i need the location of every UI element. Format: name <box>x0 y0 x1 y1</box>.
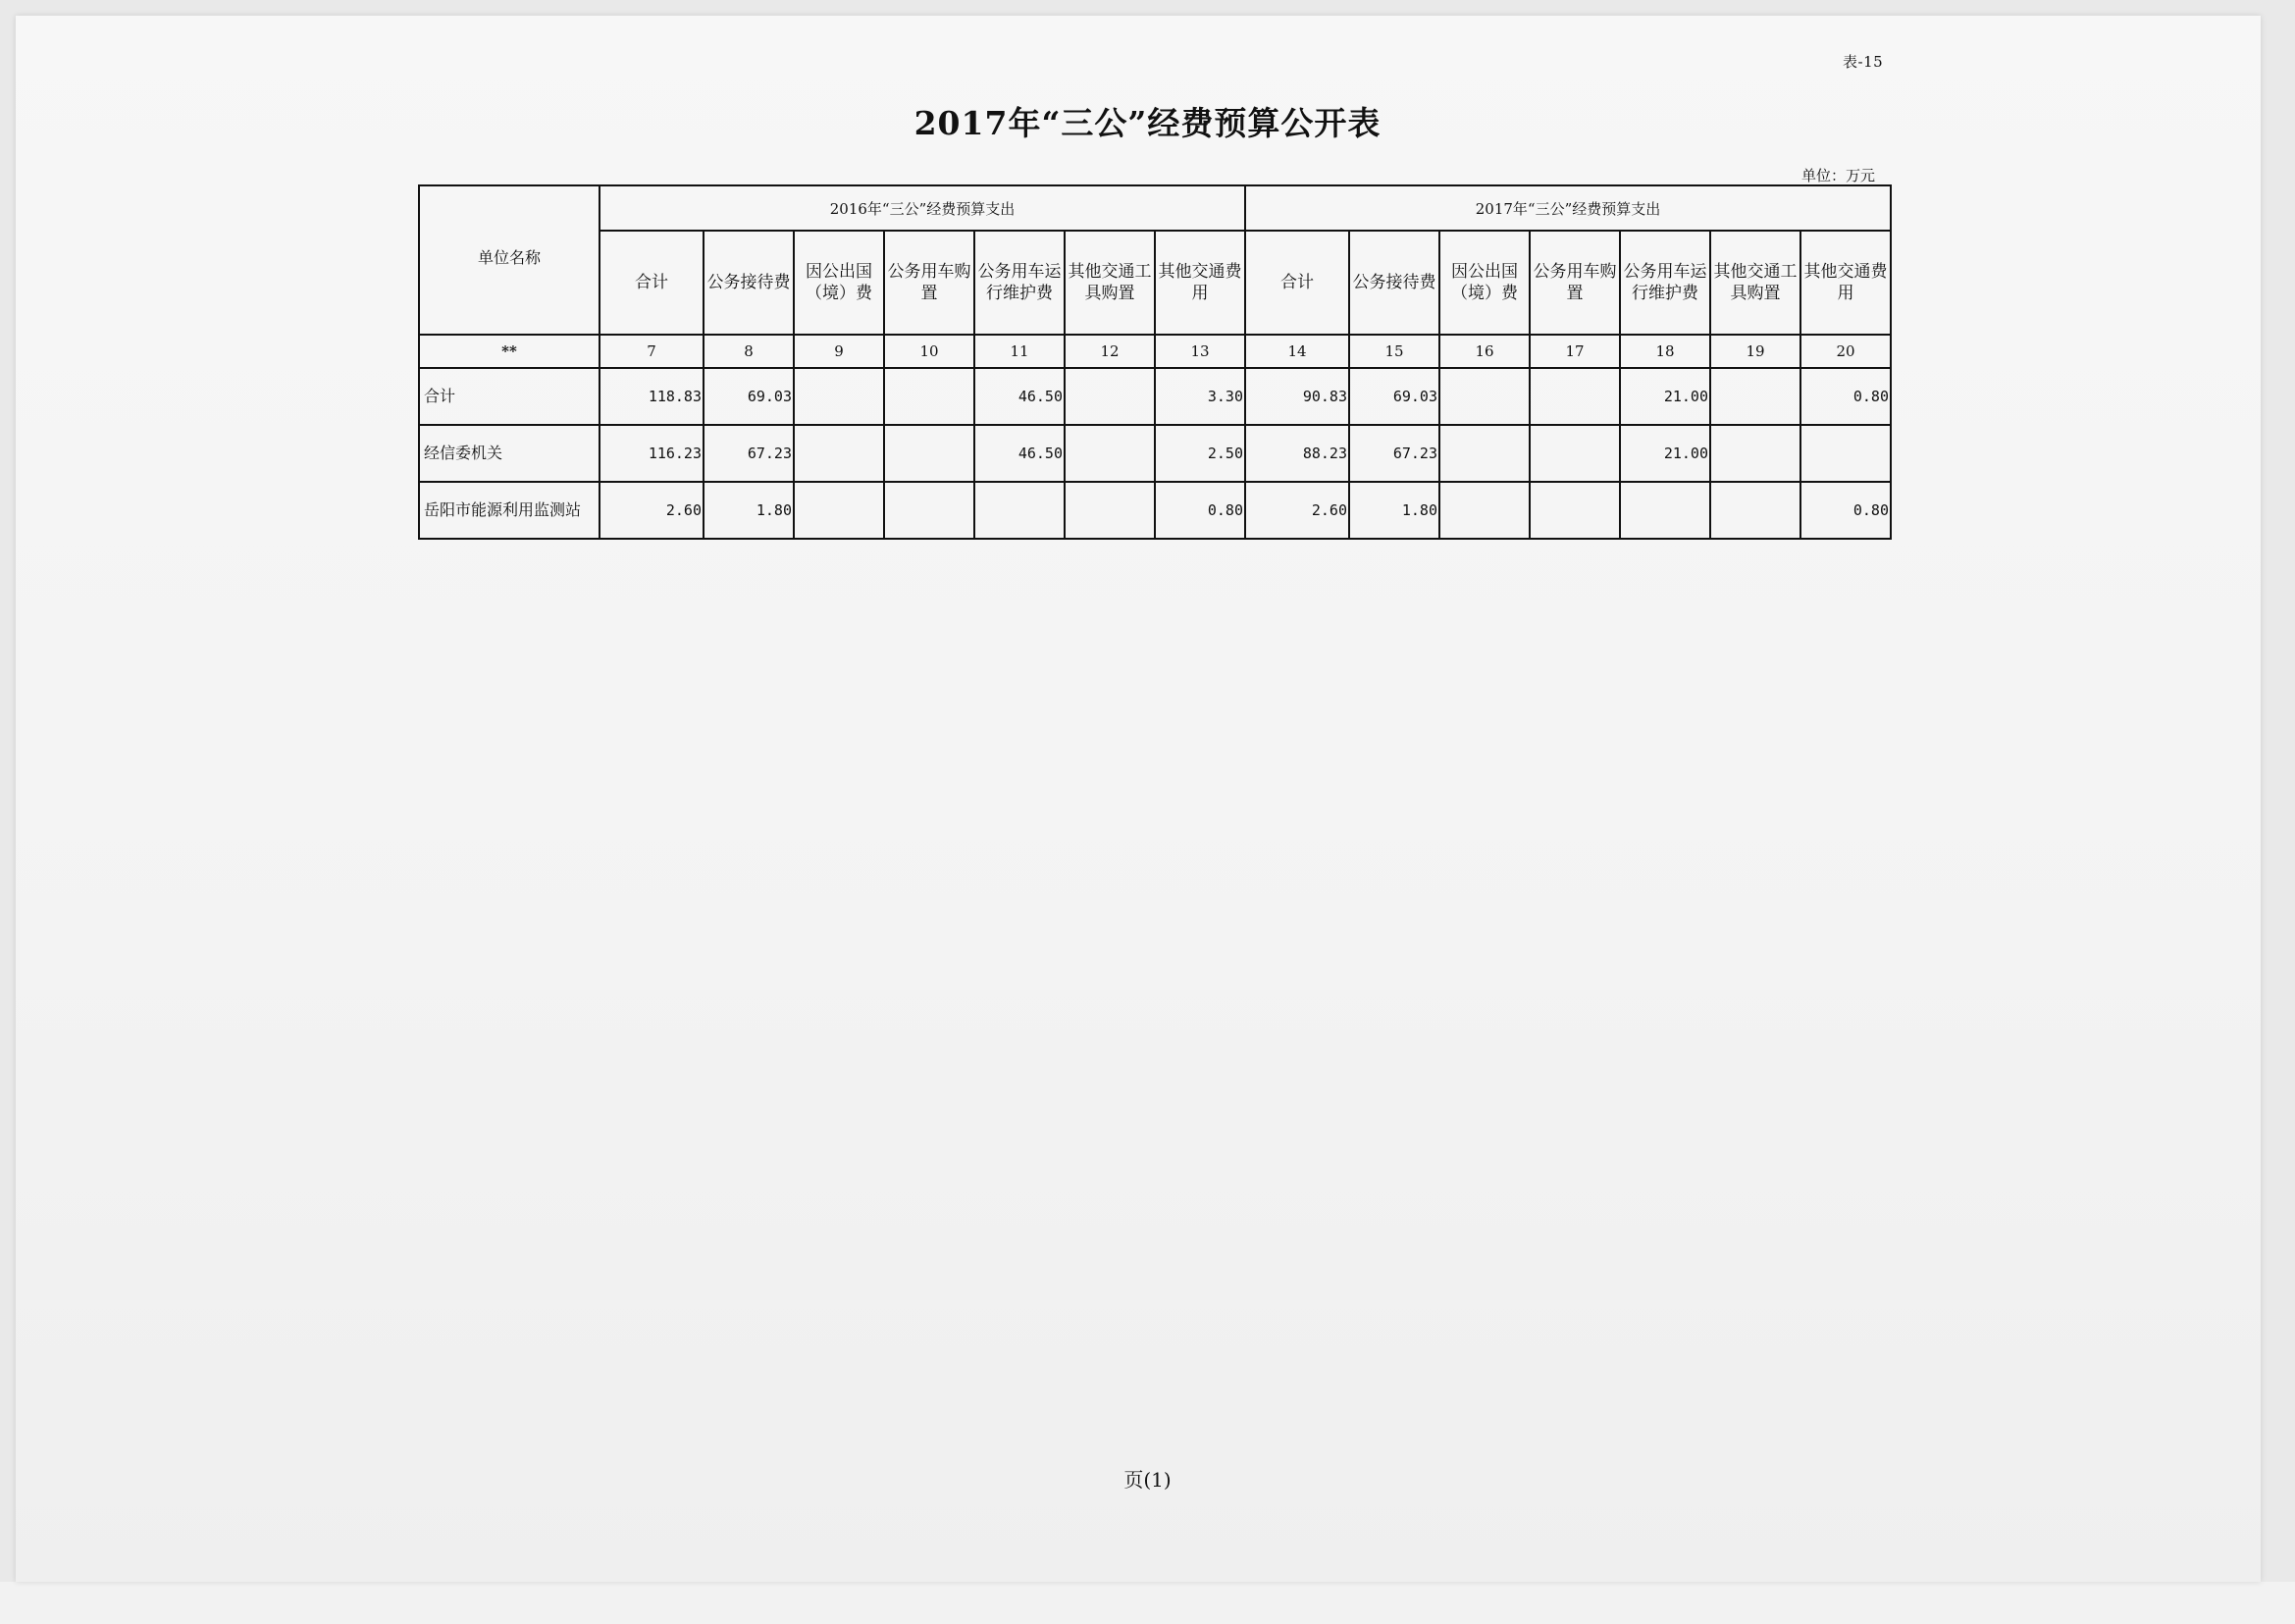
table-cell <box>1439 482 1530 539</box>
column-number: 16 <box>1439 335 1530 368</box>
table-cell: 88.23 <box>1245 425 1349 482</box>
unit-name-header: 单位名称 <box>419 185 600 335</box>
column-number: 9 <box>794 335 884 368</box>
column-number: 10 <box>884 335 974 368</box>
column-header: 公务用车运行维护费 <box>1620 231 1710 335</box>
column-header: 因公出国（境）费 <box>1439 231 1530 335</box>
table-cell <box>1530 425 1620 482</box>
table-cell <box>1065 482 1155 539</box>
table-cell <box>884 425 974 482</box>
column-number: 12 <box>1065 335 1155 368</box>
table-cell: 3.30 <box>1155 368 1245 425</box>
table-cell <box>1439 368 1530 425</box>
table-cell: 67.23 <box>704 425 794 482</box>
column-header: 合计 <box>1245 231 1349 335</box>
column-number: 17 <box>1530 335 1620 368</box>
column-number: 20 <box>1800 335 1891 368</box>
header-column-row <box>419 231 1891 335</box>
table-cell <box>794 368 884 425</box>
table-cell: 69.03 <box>1349 368 1439 425</box>
column-number: 8 <box>704 335 794 368</box>
table-cell <box>1530 482 1620 539</box>
table-cell <box>794 482 884 539</box>
group-2016-header: 2016年“三公”经费预算支出 <box>600 185 1245 231</box>
table-cell: 0.80 <box>1800 482 1891 539</box>
table-cell: 2.50 <box>1155 425 1245 482</box>
row-unit-name: 经信委机关 <box>419 425 600 482</box>
document-page <box>16 16 2261 1582</box>
table-cell: 116.23 <box>600 425 704 482</box>
table-cell: 21.00 <box>1620 425 1710 482</box>
row-unit-name: 岳阳市能源利用监测站 <box>419 482 600 539</box>
column-number: 13 <box>1155 335 1245 368</box>
table-cell <box>1800 425 1891 482</box>
column-number: 7 <box>600 335 704 368</box>
table-cell <box>1530 368 1620 425</box>
row-unit-name: 合计 <box>419 368 600 425</box>
page-title: 2017年“三公”经费预算公开表 <box>913 104 1382 142</box>
table-cell: 0.80 <box>1155 482 1245 539</box>
table-cell: 21.00 <box>1620 368 1710 425</box>
table-cell: 67.23 <box>1349 425 1439 482</box>
table-cell: 2.60 <box>600 482 704 539</box>
column-header: 因公出国（境）费 <box>794 231 884 335</box>
table-cell <box>1620 482 1710 539</box>
table-cell: 118.83 <box>600 368 704 425</box>
column-number: 18 <box>1620 335 1710 368</box>
scan-bottom-strip <box>0 1582 2295 1624</box>
table-cell <box>794 425 884 482</box>
table-row <box>419 368 1891 425</box>
group-2017-header: 2017年“三公”经费预算支出 <box>1245 185 1891 231</box>
column-number: 19 <box>1710 335 1800 368</box>
table-cell <box>1065 425 1155 482</box>
table-row <box>419 425 1891 482</box>
table-cell: 1.80 <box>704 482 794 539</box>
table-cell <box>1710 482 1800 539</box>
header-group-row <box>419 185 1891 231</box>
table-cell: 90.83 <box>1245 368 1349 425</box>
table-cell <box>974 482 1065 539</box>
budget-table <box>418 184 1892 540</box>
column-header: 其他交通工具购置 <box>1065 231 1155 335</box>
table-cell <box>884 368 974 425</box>
column-header: 公务接待费 <box>1349 231 1439 335</box>
table-row <box>419 482 1891 539</box>
column-header: 公务用车购置 <box>1530 231 1620 335</box>
table-cell <box>1439 425 1530 482</box>
column-header: 公务接待费 <box>704 231 794 335</box>
table-cell <box>1710 425 1800 482</box>
column-header: 其他交通费用 <box>1155 231 1245 335</box>
column-header: 其他交通工具购置 <box>1710 231 1800 335</box>
column-number: ** <box>419 335 600 368</box>
table-cell: 0.80 <box>1800 368 1891 425</box>
column-number: 14 <box>1245 335 1349 368</box>
table-cell <box>1710 368 1800 425</box>
unit-label: 单位：万元 <box>1801 167 1876 184</box>
column-header: 公务用车运行维护费 <box>974 231 1065 335</box>
table-cell: 46.50 <box>974 425 1065 482</box>
table-cell <box>1065 368 1155 425</box>
column-number-row <box>419 335 1891 368</box>
table-cell: 69.03 <box>704 368 794 425</box>
form-number: 表-15 <box>1843 53 1884 71</box>
column-header: 其他交通费用 <box>1800 231 1891 335</box>
table-body <box>419 368 1891 539</box>
table-cell: 2.60 <box>1245 482 1349 539</box>
table-cell: 46.50 <box>974 368 1065 425</box>
table-cell: 1.80 <box>1349 482 1439 539</box>
column-number: 15 <box>1349 335 1439 368</box>
column-header: 合计 <box>600 231 704 335</box>
table-cell <box>884 482 974 539</box>
column-header: 公务用车购置 <box>884 231 974 335</box>
column-number: 11 <box>974 335 1065 368</box>
page-footer: 页(1) <box>1123 1468 1172 1492</box>
